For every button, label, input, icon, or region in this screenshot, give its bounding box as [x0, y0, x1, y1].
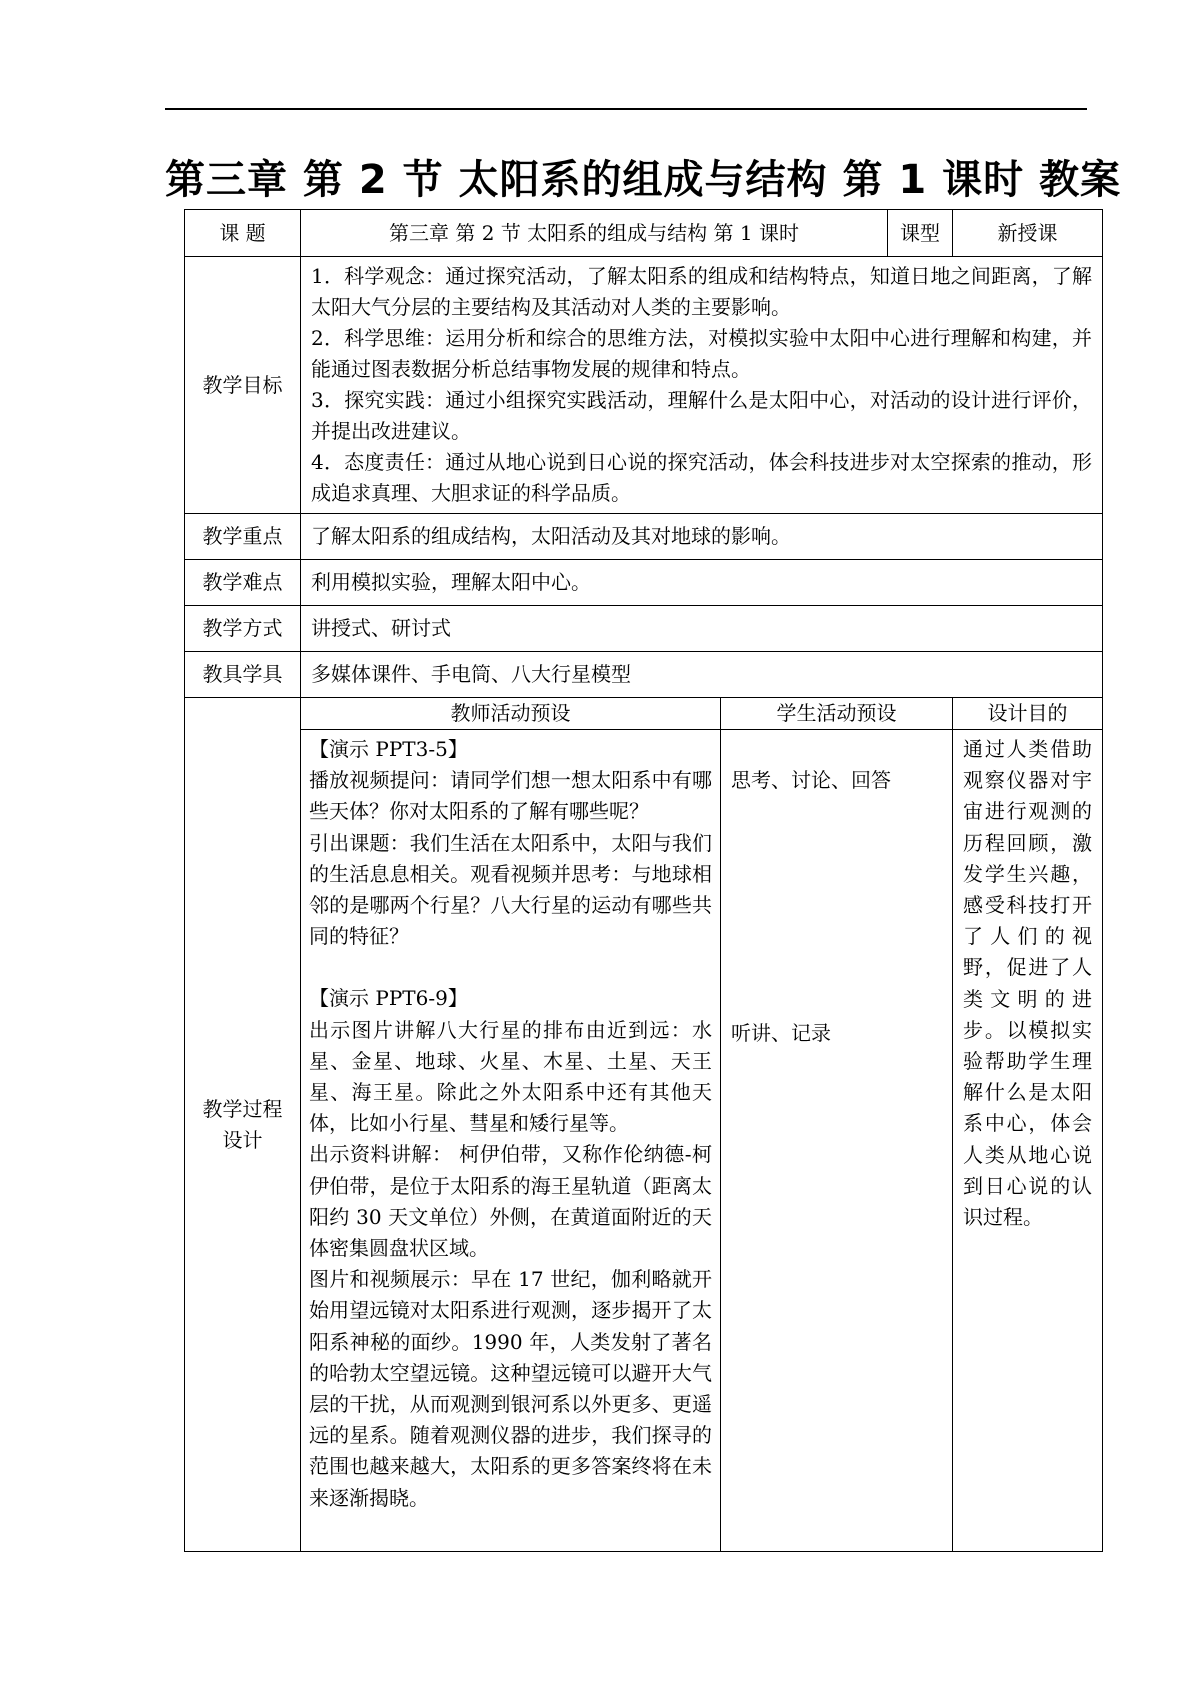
row-key-points — [185, 514, 1103, 560]
difficulties-value: 利用模拟实验，理解太阳中心。 — [301, 560, 1103, 606]
row-method — [185, 606, 1103, 652]
teacher-paragraph: 【演示 PPT3-5】 — [309, 737, 468, 761]
paragraph-gap — [309, 952, 712, 983]
type-label: 课型 — [887, 210, 952, 256]
teacher-paragraph: 出示图片讲解八大行星的排布由近到远：水星、金星、地球、火星、木星、土星、天王星、海王星。除此之外太阳系中还有其他天体，比如小行星、彗星和矮行星等。 — [309, 1017, 712, 1136]
student-col-header: 学生活动预设 — [721, 698, 953, 730]
row-process-header — [185, 698, 1103, 730]
student-activities — [721, 730, 953, 1552]
teacher-paragraph: 出示资料讲解： 柯伊伯带，又称作伦纳德-柯伊伯带，是位于太阳系的海王星轨道（距离太阳约 30 天文单位）外侧，在黄道面附近的天体密集圆盘状区域。 — [309, 1142, 712, 1261]
teacher-col-header: 教师活动预设 — [301, 698, 721, 730]
objectives-content — [301, 257, 1103, 514]
objective-item: 1．科学观念：通过探究活动，了解太阳系的组成和结构特点，知道日地之间距离，了解太阳大气分层的主要结构及其活动对人类的主要影响。 — [311, 264, 1093, 319]
student-activity-1: 思考、讨论、回答 — [731, 768, 891, 792]
difficulties-label: 教学难点 — [185, 560, 301, 606]
row-topic — [185, 210, 1103, 257]
topic-label: 课 题 — [185, 210, 301, 257]
teacher-paragraph: 引出课题：我们生活在太阳系中，太阳与我们的生活息息相关。观看视频并思考：与地球相邻的是哪两个行星？八大行星的运动有哪些共同的特征？ — [309, 830, 712, 949]
type-value: 新授课 — [953, 210, 1103, 257]
objective-item: 4．态度责任：通过从地心说到日心说的探究活动，体会科技进步对太空探索的推动，形成追求真理、大胆求证的科学品质。 — [311, 450, 1093, 505]
tools-label: 教具学具 — [185, 652, 301, 698]
objective-item: 2．科学思维：运用分析和综合的思维方法，对模拟实验中太阳中心进行理解和构建，并能通过图表数据分析总结事物发展的规律和特点。 — [311, 326, 1093, 381]
method-label: 教学方式 — [185, 606, 301, 652]
row-process-body — [185, 730, 1103, 1552]
topic-inner — [301, 210, 952, 256]
document-title: 第三章 第 2 节 太阳系的组成与结构 第 1 课时 教案 — [165, 157, 1122, 203]
key-points-value: 了解太阳系的组成结构，太阳活动及其对地球的影响。 — [301, 514, 1103, 560]
row-objectives — [185, 257, 1103, 514]
student-activity-2: 听讲、记录 — [731, 1021, 831, 1046]
topic-value: 第三章 第 2 节 太阳系的组成与结构 第 1 课时 — [389, 220, 799, 245]
teacher-paragraph: 【演示 PPT6-9】 — [309, 986, 468, 1011]
teacher-paragraph: 播放视频提问：请同学们想一想太阳系中有哪些天体？你对太阳系的了解有哪些呢？ — [309, 768, 712, 824]
row-difficulties — [185, 560, 1103, 606]
teacher-paragraph: 图片和视频展示：早在 17 世纪，伽利略就开始用望远镜对太阳系进行观测，逐步揭开了太阳系神秘的面纱。1990 年，人类发射了著名的哈勃太空望远镜。这种望远镜可以避开大气层的干扰，从而观测到银河系以外更多、更遥远的星系。随着观测仪器的进步，我们探寻的范围也越来越大，太阳系的更多答案终将在未来逐渐揭晓。 — [309, 1267, 712, 1510]
row-tools — [185, 652, 1103, 698]
teacher-activities — [301, 730, 721, 1552]
process-label-line2: 设计 — [222, 1127, 263, 1152]
objectives-label: 教学目标 — [185, 257, 301, 514]
process-label — [185, 698, 301, 1552]
key-points-label: 教学重点 — [185, 514, 301, 560]
design-col-header: 设计目的 — [953, 698, 1103, 730]
process-label-line1: 教学过程 — [202, 1096, 283, 1121]
header-rule — [165, 108, 1087, 110]
objective-item: 3．探究实践：通过小组探究实践活动，理解什么是太阳中心，对活动的设计进行评价，并提出改进建议。 — [311, 388, 1093, 443]
lesson-plan-table — [184, 209, 1103, 1552]
tools-value: 多媒体课件、手电筒、八大行星模型 — [301, 652, 1103, 698]
design-purpose: 通过人类借助观察仪器对宇宙进行观测的历程回顾，激发学生兴趣，感受科技打开了人们的视野，促进了人类文明的进步。以模拟实验帮助学生理解什么是太阳系中心，体会人类从地心说到日心说的认识过程。 — [953, 730, 1103, 1552]
method-value: 讲授式、研讨式 — [301, 606, 1103, 652]
